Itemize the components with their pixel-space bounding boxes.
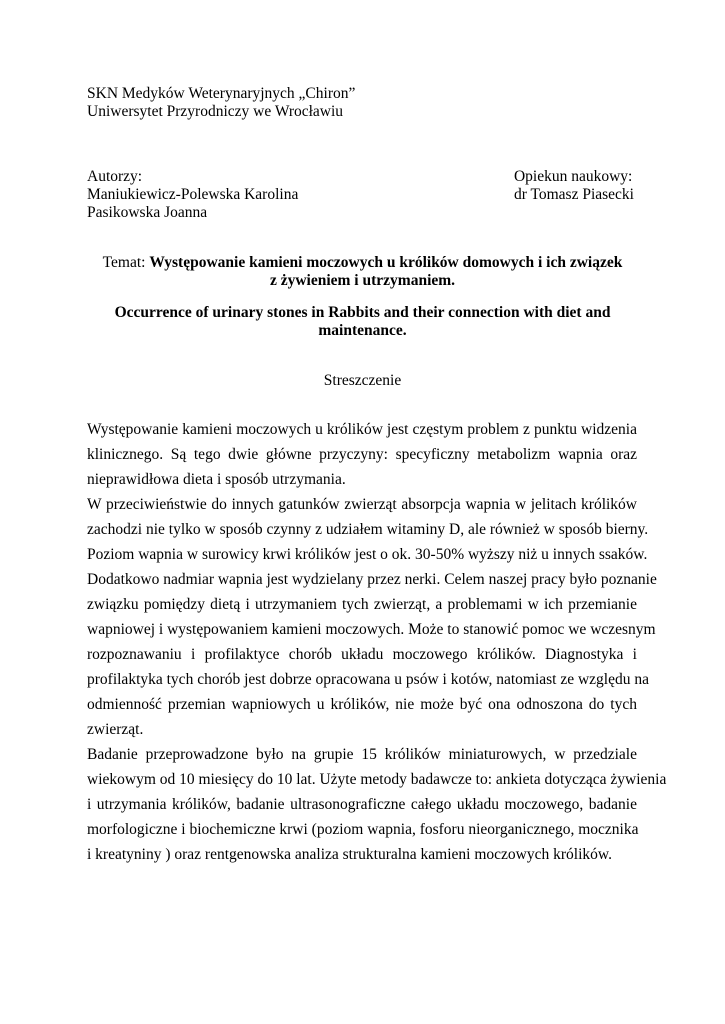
body-line: nieprawidłowa dieta i sposób utrzymania. — [87, 471, 346, 488]
body-line: Badanie przeprowadzone było na grupie 15 królików miniaturowych, w przedziale — [87, 746, 637, 763]
author-name: Pasikowska Joanna — [87, 204, 208, 221]
body-line: związku pomiędzy dietą i utrzymaniem tych zwierząt, a problemami w ich przemianie — [87, 596, 637, 613]
title-polish-line-1: Występowanie kamieni moczowych u królików domowych i ich związek — [149, 254, 623, 271]
title-polish-line-2: z żywieniem i utrzymaniem. — [269, 272, 456, 289]
authors-label: Autorzy: — [87, 168, 143, 185]
body-line: zwierząt. — [87, 721, 144, 738]
title-prefix: Temat: — [102, 254, 150, 271]
abstract-heading-text: Streszczenie — [323, 372, 402, 389]
body-line: zachodzi nie tylko w sposób czynny z udziałem witaminy D, ale również w sposób bierny. — [87, 521, 649, 538]
body-line: rozpoznawaniu i profilaktyce chorób układu moczowego królików. Diagnostyka i — [87, 646, 637, 663]
body-line: wapniowej i występowaniem kamieni moczowych. Może to stanowić pomoc we wczesnym — [87, 621, 656, 638]
title-polish — [0, 254, 725, 290]
supervisor-label: Opiekun naukowy: — [513, 168, 633, 185]
title-english — [0, 304, 725, 340]
body-line: klinicznego. Są tego dwie główne przyczyny: specyficzny metabolizm wapnia oraz — [87, 446, 637, 463]
body-line: i kreatyniny ) oraz rentgenowska analiza strukturalna kamieni moczowych królików. — [87, 846, 612, 863]
body-line: Poziom wapnia w surowicy krwi królików jest o ok. 30-50% wyższy niż u innych ssaków. — [87, 546, 648, 563]
title-english-line-1: Occurrence of urinary stones in Rabbits and their connection with diet and — [114, 304, 611, 321]
body-line: W przeciwieństwie do innych gatunków zwierząt absorpcja wapnia w jelitach królików — [87, 496, 637, 513]
body-line: i utrzymania królików, badanie ultrasonograficzne całego układu moczowego, badanie — [87, 796, 637, 813]
body-line: Dodatkowo nadmiar wapnia jest wydzielany przez nerki. Celem naszej pracy było poznanie — [87, 571, 657, 588]
supervisor-name: dr Tomasz Piasecki — [513, 186, 634, 203]
university-name: Uniwersytet Przyrodniczy we Wrocławiu — [87, 103, 344, 120]
supervisor-block — [514, 168, 634, 204]
author-name: Maniukiewicz-Polewska Karolina — [87, 186, 299, 203]
body-line: odmienność przemian wapniowych u królików, nie może być ona odnoszona do tych — [87, 696, 637, 713]
abstract-heading — [0, 372, 725, 390]
header-block — [87, 85, 355, 121]
body-line: profilaktyka tych chorób jest dobrze opracowana u psów i kotów, natomiast ze względu na — [87, 671, 649, 688]
abstract-body — [87, 417, 667, 867]
authors-block — [87, 168, 298, 222]
body-line: Występowanie kamieni moczowych u królików jest częstym problem z punktu widzenia — [87, 421, 637, 438]
body-line: wiekowym od 10 miesięcy do 10 lat. Użyte metody badawcze to: ankieta dotycząca żywienia — [87, 771, 667, 788]
body-line: morfologiczne i biochemiczne krwi (poziom wapnia, fosforu nieorganicznego, mocznika — [87, 821, 639, 838]
title-english-line-2: maintenance. — [318, 322, 407, 339]
organization-name: SKN Medyków Weterynaryjnych „Chiron” — [87, 85, 356, 102]
